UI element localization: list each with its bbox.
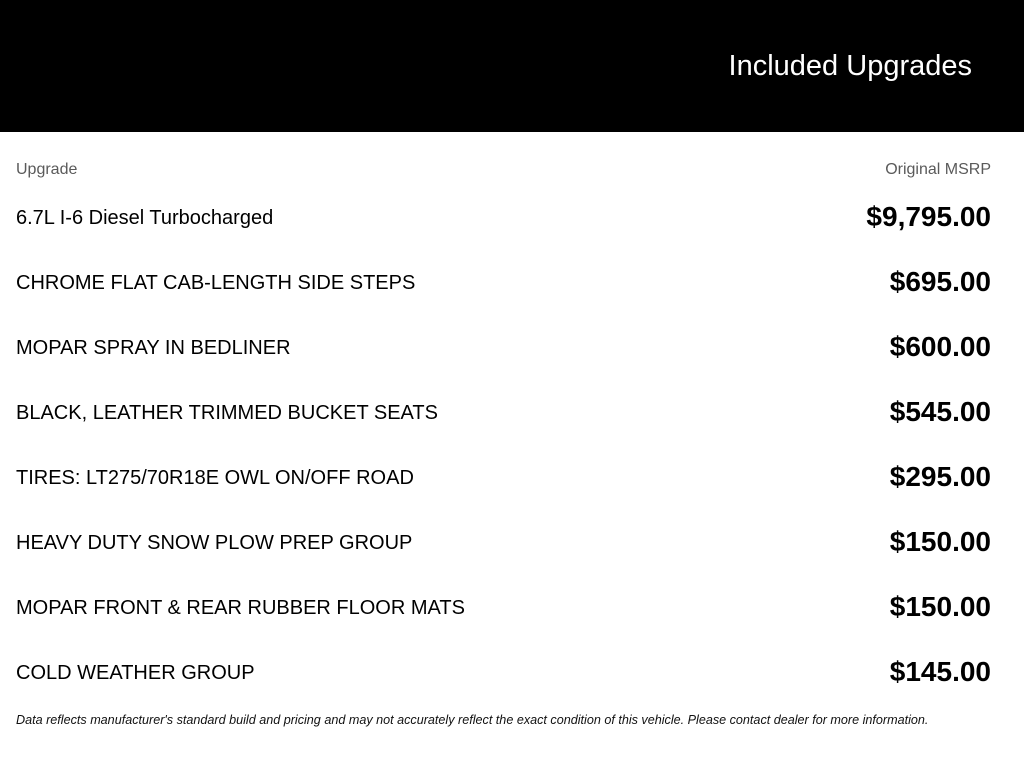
header-bar: [0, 0, 1024, 132]
upgrade-price: $295.00: [889, 461, 991, 492]
upgrade-name: HEAVY DUTY SNOW PLOW PREP GROUP: [16, 532, 413, 554]
upgrade-row: [16, 315, 991, 380]
upgrade-price: $695.00: [889, 266, 991, 297]
upgrade-name: BLACK, LEATHER TRIMMED BUCKET SEATS: [16, 402, 438, 424]
upgrade-name: MOPAR SPRAY IN BEDLINER: [16, 337, 291, 359]
upgrade-row: [16, 575, 991, 640]
column-header-msrp: Original MSRP: [885, 161, 991, 178]
upgrade-row: [16, 250, 991, 315]
upgrade-name: TIRES: LT275/70R18E OWL ON/OFF ROAD: [16, 467, 414, 489]
upgrade-name: COLD WEATHER GROUP: [16, 662, 255, 684]
upgrade-name: 6.7L I-6 Diesel Turbocharged: [16, 207, 274, 229]
column-header-upgrade: Upgrade: [16, 161, 78, 178]
upgrade-row: [16, 185, 991, 250]
upgrade-price: $600.00: [889, 331, 991, 362]
upgrade-row: [16, 445, 991, 510]
upgrade-row: [16, 640, 991, 705]
upgrade-list: [16, 185, 991, 705]
upgrade-name: MOPAR FRONT & REAR RUBBER FLOOR MATS: [16, 597, 465, 619]
page-title: Included Upgrades: [728, 50, 972, 82]
column-headers: [16, 160, 991, 180]
upgrade-row: [16, 380, 991, 445]
disclaimer-text: Data reflects manufacturer's standard build and pricing and may not accurately reflect the exact condition of this vehicle. Please contact dealer for more information.: [16, 713, 929, 727]
upgrade-price: $150.00: [889, 526, 991, 557]
upgrade-name: CHROME FLAT CAB-LENGTH SIDE STEPS: [16, 272, 416, 294]
upgrade-row: [16, 510, 991, 575]
upgrade-price: $545.00: [889, 396, 991, 427]
upgrade-price: $145.00: [889, 656, 991, 687]
upgrade-price: $9,795.00: [866, 201, 991, 232]
upgrade-price: $150.00: [889, 591, 991, 622]
